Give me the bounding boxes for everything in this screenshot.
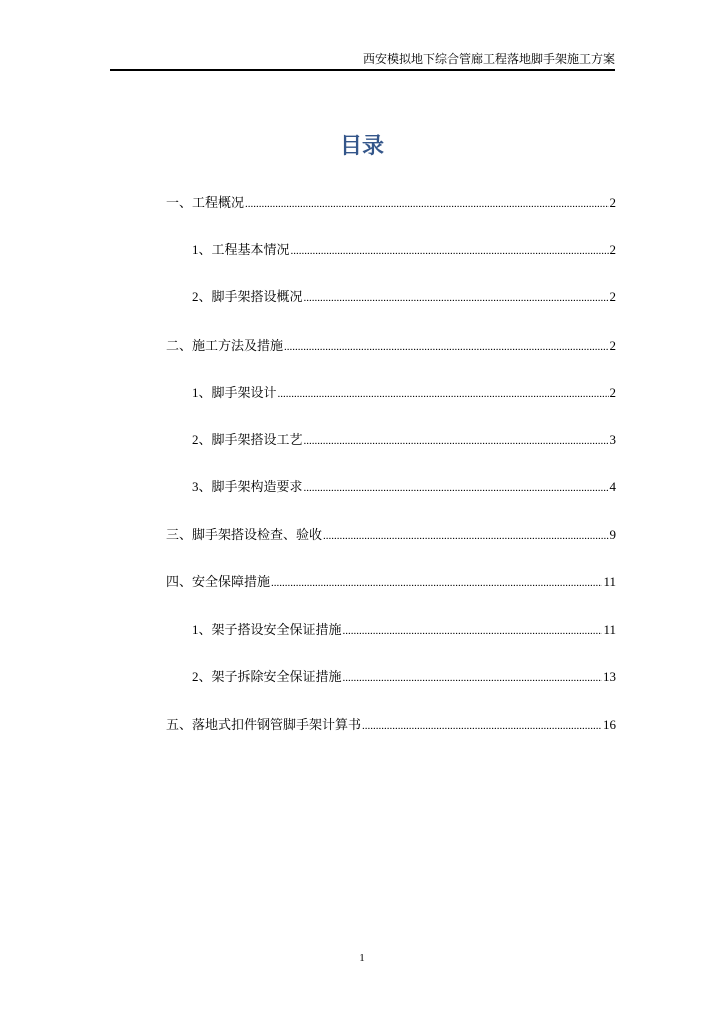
- toc-entry-number: 2、: [192, 432, 212, 447]
- toc-entry-number: 四、: [166, 575, 193, 590]
- toc-entry-number: 3、: [192, 479, 212, 494]
- toc-entry-label: 架子拆除安全保证措施: [211, 670, 342, 685]
- toc-entry-number: 1、: [192, 385, 212, 400]
- toc-dot-leader: [304, 431, 609, 451]
- toc-entry[interactable]: [192, 383, 616, 403]
- toc-entry-page: 11: [603, 622, 616, 637]
- toc-dot-leader: [304, 478, 609, 498]
- page-number: 1: [359, 952, 365, 964]
- toc-entry-page: 2: [609, 195, 616, 210]
- toc-entry-page: 2: [609, 242, 616, 257]
- toc-dot-leader: [304, 288, 609, 308]
- toc-entry-page: 2: [609, 338, 616, 353]
- toc-dot-leader: [343, 668, 602, 688]
- toc-entry-number: 五、: [166, 718, 193, 733]
- toc-entry-number: 二、: [166, 339, 193, 354]
- toc-entry-page: 4: [609, 479, 616, 494]
- toc-dot-leader: [291, 241, 609, 261]
- toc-entry-label: 安全保障措施: [192, 575, 271, 590]
- toc-entry-label: 架子搭设安全保证措施: [211, 623, 342, 638]
- toc-heading: 目录: [339, 134, 384, 159]
- toc-entry-number: 1、: [192, 242, 212, 257]
- toc-entry-page: 2: [609, 289, 616, 304]
- toc-entry-label: 脚手架搭设概况: [211, 290, 303, 305]
- toc-entry-number: 一、: [166, 196, 193, 211]
- toc-entry-label: 落地式扣件钢管脚手架计算书: [192, 718, 362, 733]
- toc-entry[interactable]: [192, 620, 616, 640]
- toc-entry[interactable]: [166, 715, 616, 735]
- toc-dot-leader: [271, 573, 602, 593]
- toc-entry-number: 2、: [192, 669, 212, 684]
- header-title: 西安模拟地下综合管廊工程落地脚手架施工方案: [362, 52, 615, 66]
- toc-entry-page: 11: [603, 574, 616, 589]
- toc-entry[interactable]: [166, 336, 616, 356]
- toc-entry[interactable]: [166, 572, 616, 592]
- toc-entry[interactable]: [166, 525, 616, 545]
- toc-entry-page: 9: [609, 527, 616, 542]
- toc-dot-leader: [323, 526, 608, 546]
- toc-entry-label: 施工方法及措施: [192, 339, 284, 354]
- toc-entry-label: 脚手架搭设工艺: [211, 433, 303, 448]
- toc-dot-leader: [343, 621, 603, 641]
- toc-dot-leader: [284, 337, 608, 357]
- toc-entry[interactable]: [192, 287, 616, 307]
- toc-entry-label: 脚手架构造要求: [211, 480, 303, 495]
- toc-entry-number: 1、: [192, 622, 212, 637]
- toc-entry[interactable]: [192, 430, 616, 450]
- toc-entry-number: 2、: [192, 289, 212, 304]
- toc-dot-leader: [362, 716, 602, 736]
- toc-entry[interactable]: [192, 477, 616, 497]
- toc-entry-label: 脚手架搭设检查、验收: [192, 528, 323, 543]
- toc-entry-page: 3: [609, 432, 616, 447]
- toc-entry[interactable]: [192, 240, 616, 260]
- toc-dot-leader: [245, 194, 608, 214]
- toc-entry-number: 三、: [166, 528, 193, 543]
- toc-entry[interactable]: [166, 193, 616, 213]
- toc-entry-label: 脚手架设计: [211, 386, 277, 401]
- toc-entry-page: 13: [603, 669, 616, 684]
- toc-entry-page: 16: [603, 717, 616, 732]
- toc-entry-page: 2: [609, 385, 616, 400]
- toc-entry-label: 工程概况: [192, 196, 245, 211]
- toc-dot-leader: [278, 384, 609, 404]
- toc-entry-label: 工程基本情况: [211, 243, 290, 258]
- toc-entry[interactable]: [192, 667, 616, 687]
